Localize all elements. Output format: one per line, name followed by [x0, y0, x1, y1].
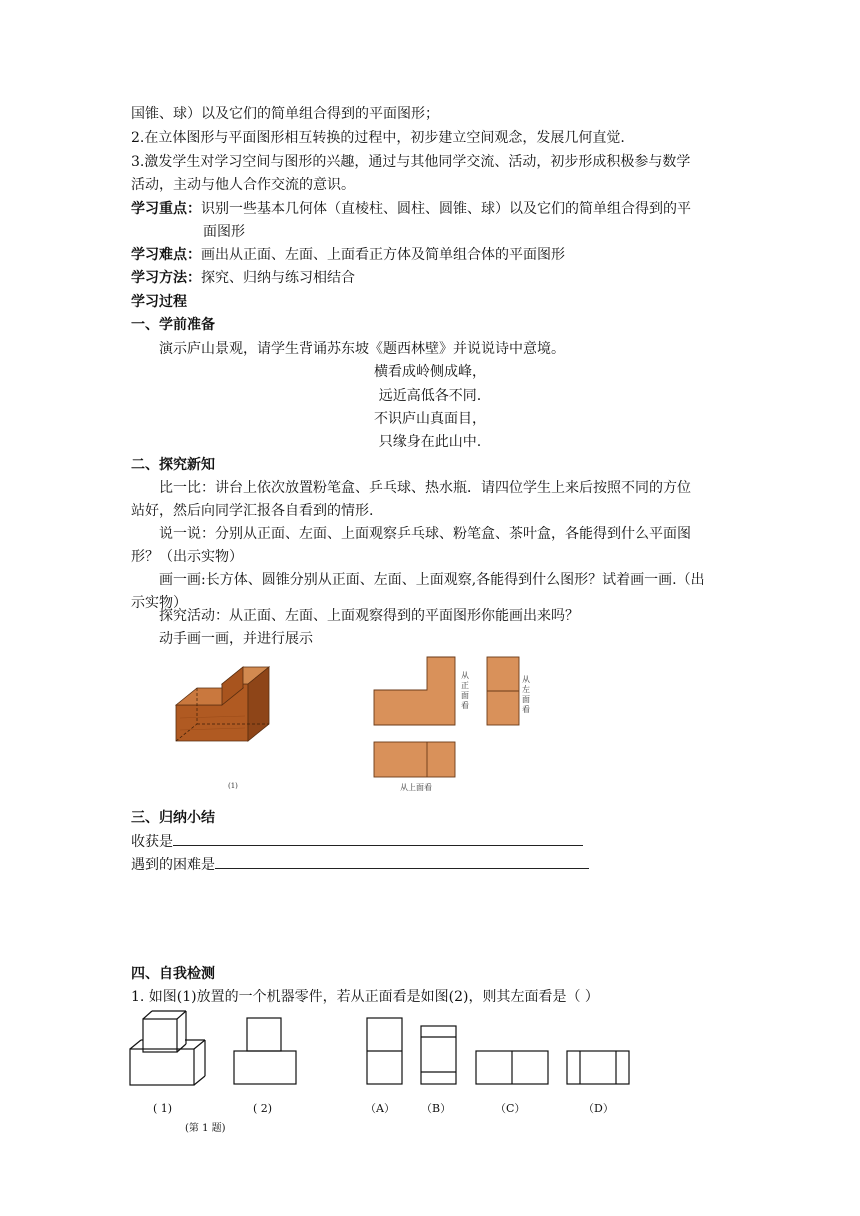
front-view-label-char-1: 从	[461, 671, 469, 680]
left-view-box	[486, 655, 522, 727]
section-2-p1a: 比一比：讲台上依次放置粉笔盒、乒乓球、热水瓶．请四位学生上来后按照不同的方位	[159, 480, 691, 496]
section-4-title: 四、自我检测	[131, 966, 215, 982]
svg-text:左: 左	[522, 685, 530, 694]
q1-label-1: ( 1)	[153, 1102, 173, 1115]
top-view-label: 从上面看	[400, 783, 432, 792]
objective-line-3a: 3.激发学生对学习空间与图形的兴趣，通过与其他同学交流、活动，初步形成积极参与数学	[131, 154, 691, 170]
q1-fig-caption: (第 1 题)	[185, 1123, 226, 1134]
question-1: 1. 如图(1)放置的一个机器零件，若从正面看是如图(2)，则其左面看是（ ）	[131, 989, 599, 1005]
left-view-label	[520, 672, 534, 720]
q1-option-c[interactable]	[476, 1051, 548, 1084]
gain-blank[interactable]	[173, 831, 583, 846]
q1-option-b[interactable]	[421, 1026, 456, 1084]
section-2-p1b: 站好，然后向同学汇报各自看到的情形.	[131, 503, 374, 519]
top-view	[374, 742, 455, 777]
objective-line-3b: 活动，主动与他人合作交流的意识。	[131, 177, 355, 193]
process-title: 学习过程	[131, 294, 187, 310]
difficulty-point	[131, 245, 565, 265]
poem-line-4: 只缘身在此山中.	[378, 434, 482, 450]
section-2-p4: 探究活动：从正面、左面、上面观察得到的平面图形你能画出来吗？	[159, 608, 579, 624]
key-point-label: 学习重点：	[131, 201, 201, 217]
poem-line-3: 不识庐山真面目，	[374, 411, 486, 427]
method-text: 探究、归纳与练习相结合	[201, 270, 355, 286]
section-2-p3a: 画一画:长方体、圆锥分别从正面、左面、上面观察,各能得到什么图形？试着画一画.（出	[159, 572, 705, 588]
gain-label: 收获是	[131, 834, 173, 850]
poem-line-1: 横看成岭侧成峰，	[374, 364, 486, 380]
question-1-figures	[125, 1005, 645, 1135]
poem-line-2: 远近高低各不同.	[378, 388, 482, 404]
figure-caption: (1)	[228, 782, 238, 790]
objective-line-2: 2.在立体图形与平面图形相互转换的过程中，初步建立空间观念，发展几何直觉.	[131, 130, 625, 146]
section-2-p5: 动手画一画，并进行展示	[159, 631, 313, 647]
svg-text:看: 看	[522, 705, 530, 714]
difficulty-line	[131, 854, 589, 875]
q1-figure-2	[234, 1018, 296, 1084]
q1-option-a[interactable]	[367, 1018, 402, 1084]
section-1-intro: 演示庐山景观，请学生背诵苏东坡《题西林壁》并说说诗中意境。	[159, 341, 565, 357]
front-view	[374, 657, 455, 725]
section-2-title: 二、探究新知	[131, 457, 215, 473]
section-3-title: 三、归纳小结	[131, 810, 215, 826]
section-2-p3b: 示实物）	[131, 595, 187, 611]
key-point-text: 识别一些基本几何体（直棱柱、圆柱、圆锥、球）以及它们的简单组合得到的平	[201, 201, 691, 217]
section-1-title: 一、学前准备	[131, 317, 215, 333]
q1-label-b: （B）	[421, 1102, 452, 1115]
q1-figure-1	[130, 1011, 205, 1085]
section-2-p2b: 形？（出示实物）	[131, 549, 243, 565]
key-point	[131, 199, 691, 219]
l-block-3d	[176, 667, 269, 741]
svg-text:从: 从	[522, 675, 530, 684]
front-view-label-char-2: 正	[461, 681, 469, 690]
q1-label-d: （D）	[583, 1102, 614, 1115]
q1-label-c: （C）	[495, 1102, 526, 1115]
section-2-p2a: 说一说：分别从正面、左面、上面观察乒乓球、粉笔盒、茶叶盒，各能得到什么平面图	[159, 526, 691, 542]
method	[131, 268, 355, 288]
difficulty-blank[interactable]	[215, 854, 589, 869]
gain-line	[131, 831, 583, 852]
q1-label-2: ( 2)	[253, 1102, 273, 1115]
key-point-text-cont: 面图形	[203, 224, 245, 240]
difficulty-text: 画出从正面、左面、上面看正方体及简单组合体的平面图形	[201, 247, 565, 263]
objective-line-1: 国锥、球）以及它们的简单组合得到的平面图形；	[131, 106, 439, 122]
front-view-label-char-3: 面	[461, 691, 469, 700]
difficulty-met-label: 遇到的困难是	[131, 857, 215, 873]
three-view-figure	[160, 648, 480, 798]
q1-option-d[interactable]	[567, 1051, 629, 1084]
svg-text:面: 面	[522, 695, 530, 704]
front-view-label-char-4: 看	[461, 701, 469, 710]
difficulty-label: 学习难点：	[131, 247, 201, 263]
q1-label-a: （A）	[365, 1102, 395, 1115]
method-label: 学习方法：	[131, 270, 201, 286]
